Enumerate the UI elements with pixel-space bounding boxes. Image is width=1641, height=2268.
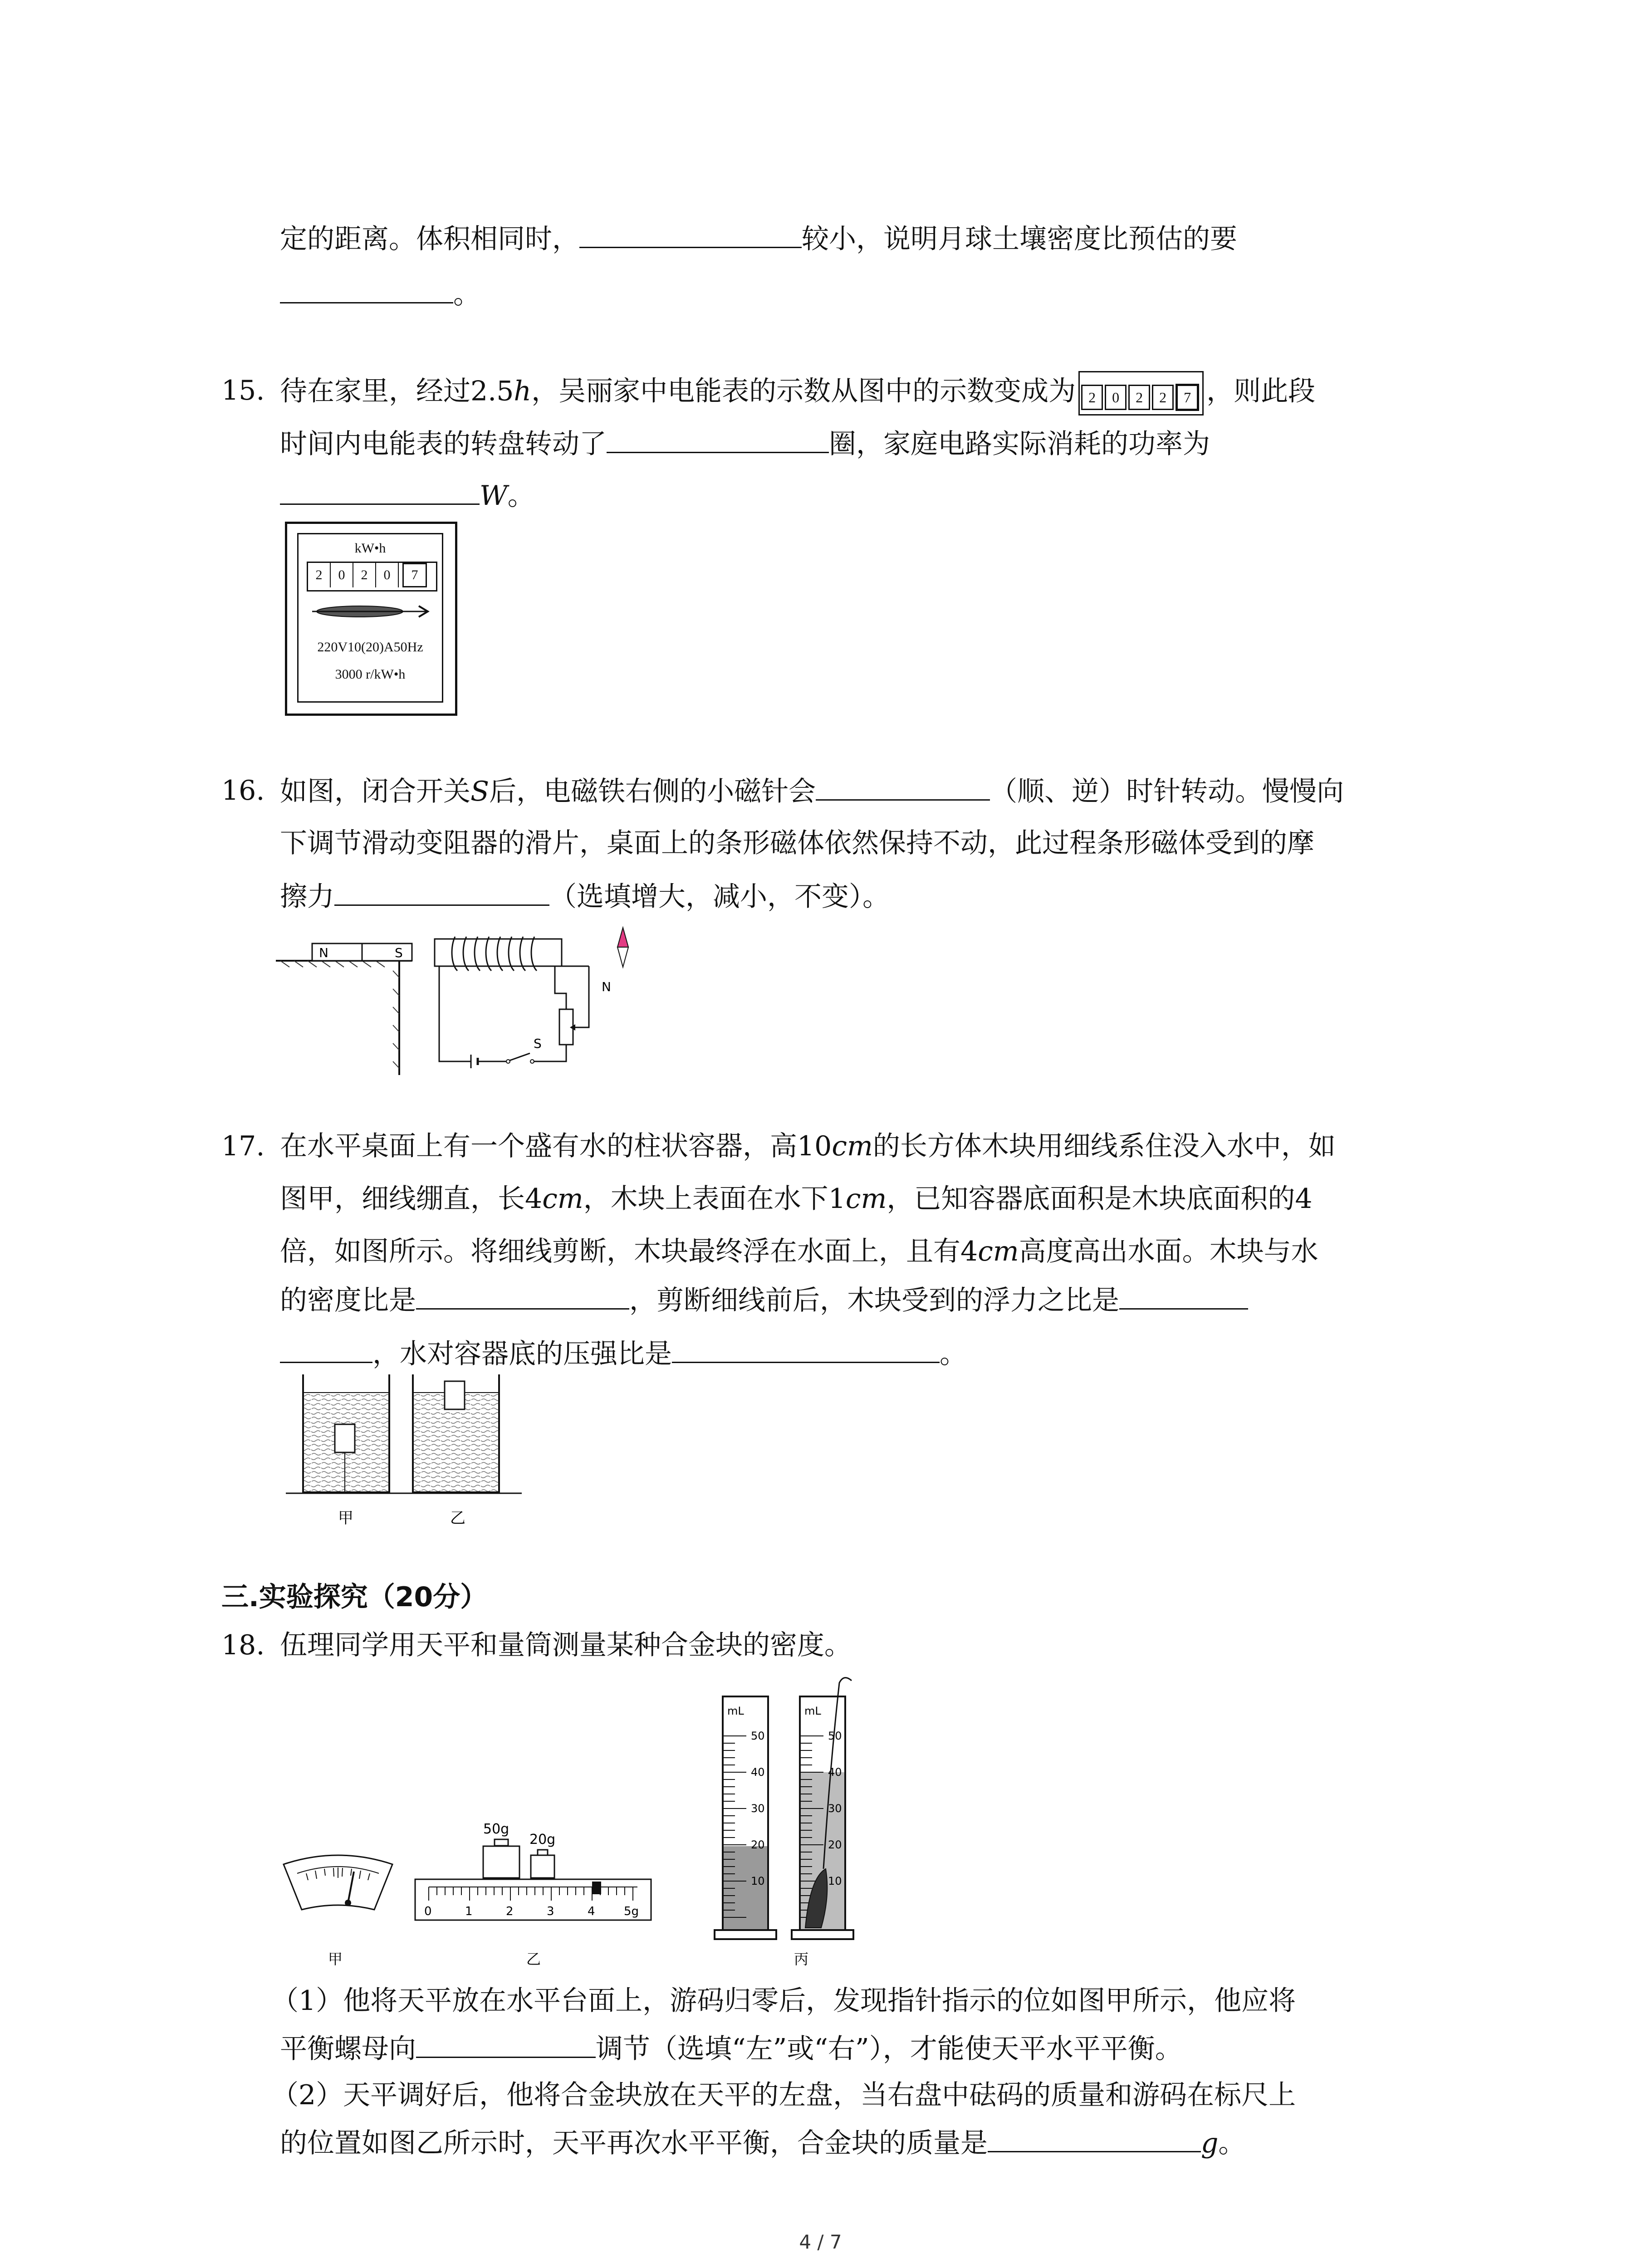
- cyl2-tick: 50: [828, 1730, 842, 1742]
- cyl2-tick: 10: [828, 1875, 842, 1887]
- q17-blank-1[interactable]: [416, 1280, 629, 1310]
- q15-number: 15.: [221, 375, 265, 406]
- cyl1-tick: 10: [751, 1875, 765, 1887]
- q16-blank-2[interactable]: [334, 876, 549, 906]
- cyl1-unit: mL: [727, 1705, 744, 1717]
- q17-line2: [280, 1179, 1313, 1218]
- q17-number: 17.: [221, 1130, 265, 1162]
- cyl1-tick: 30: [751, 1802, 765, 1815]
- q17-text-h: 的密度比是: [280, 1285, 416, 1316]
- q17-unit-a: cm: [832, 1130, 873, 1162]
- q18-blank-2[interactable]: [988, 2123, 1201, 2152]
- wood-block-yi: [445, 1381, 465, 1409]
- new-reading-digit: 2: [1152, 385, 1174, 410]
- q16-line1: [280, 771, 1344, 811]
- cyl2-tick: 20: [828, 1838, 842, 1851]
- section-title: 三.实验探究（20分）: [221, 1581, 488, 1613]
- meter-digit: 0: [331, 563, 353, 587]
- q14-end: 。: [453, 279, 480, 310]
- ruler-tick-label: 5g: [624, 1905, 639, 1918]
- meter-digit: 0: [376, 563, 399, 587]
- cyl1-tick: 20: [751, 1838, 765, 1851]
- table-hatching: [280, 961, 385, 967]
- q16-text-b: 后，电磁铁右侧的小磁针会: [489, 776, 816, 807]
- q17-val-d: 4: [1295, 1183, 1313, 1215]
- rheostat-slider: [575, 1016, 589, 1027]
- q15-line2: [280, 424, 1210, 464]
- meter-digit: 7: [402, 563, 427, 587]
- q16-text-d: 擦力: [280, 881, 334, 913]
- new-reading-digit: 7: [1176, 384, 1199, 411]
- q17-text-g: 高度高出水面。木块与水: [1019, 1236, 1318, 1267]
- ruler-tick-label: 2: [506, 1905, 514, 1918]
- beam-ruler: [415, 1879, 651, 1920]
- ruler-tick-label: 4: [588, 1905, 595, 1918]
- cyl2-tick: 40: [828, 1766, 842, 1779]
- q17-val-b: 4: [525, 1183, 543, 1215]
- q17-text-i: ，剪断细线前后，木块受到的浮力之比是: [629, 1285, 1119, 1316]
- q15-end: 。: [507, 480, 535, 512]
- q17-text-a: 在水平桌面上有一个盛有水的柱状容器，高: [280, 1130, 797, 1162]
- switch-blade: [509, 1053, 530, 1061]
- page-number: 4 / 7: [799, 2231, 842, 2253]
- new-reading-digit: 0: [1105, 385, 1127, 410]
- q15-line1: [280, 371, 1315, 415]
- q17-line1: [280, 1127, 1336, 1166]
- cylinder-2: [792, 1678, 853, 1968]
- q17-end: 。: [940, 1338, 967, 1370]
- new-reading-digit: 2: [1128, 385, 1150, 410]
- q15-new-reading: [1078, 371, 1204, 415]
- cyl1-tick: 50: [751, 1730, 765, 1742]
- q18-line1: 伍理同学用天平和量筒测量某种合金块的密度。: [280, 1629, 852, 1661]
- q15-time: 2.5: [470, 375, 514, 407]
- q14-blank-2[interactable]: [280, 274, 453, 303]
- q15-unit-h: h: [514, 375, 532, 407]
- energy-meter-figure: [285, 522, 457, 716]
- q17-unit-c: cm: [845, 1183, 887, 1215]
- q16-switch-s: S: [470, 776, 490, 807]
- meter-unit-label: kW•h: [354, 541, 386, 556]
- q17-line5: [280, 1334, 967, 1374]
- wood-block-jia: [335, 1424, 355, 1452]
- q17-blank-2b[interactable]: [280, 1334, 372, 1363]
- q17-val-e: 4: [960, 1236, 978, 1267]
- q17-line4: [280, 1280, 1248, 1320]
- ruler-tick-label: 0: [424, 1905, 432, 1918]
- q15-text-a: 待在家里，经过: [280, 375, 470, 407]
- circuit-wire-left: [439, 966, 471, 1061]
- q16-line3: [280, 876, 890, 916]
- cylinder-1: [715, 1696, 776, 1939]
- q18-p1-line1: （1）他将天平放在水平台面上，游码归零后，发现指针指示的位如图甲所示，他应将: [271, 1985, 1296, 2017]
- label-yi: 乙: [450, 1509, 465, 1527]
- weight-20g-label: 20g: [529, 1832, 556, 1848]
- q17-text-e: ，已知容器底面积是木块底面积的: [887, 1183, 1295, 1215]
- q15-text-c: ，则此段: [1206, 375, 1316, 407]
- meter-digit: 2: [353, 563, 376, 587]
- q15-blank-2[interactable]: [280, 475, 480, 505]
- q17-line3: [280, 1232, 1318, 1271]
- meter-digit: 2: [308, 563, 331, 587]
- meter-rev-label: 3000 r/kW•h: [335, 667, 406, 682]
- q16-number: 16.: [221, 775, 265, 807]
- q15-line3: [280, 475, 535, 515]
- new-reading-digit: 2: [1081, 385, 1103, 410]
- compass-needle-south: [617, 947, 628, 967]
- q14-line1: [280, 219, 1237, 259]
- compass-n-label: N: [602, 979, 611, 994]
- q15-text-d: 时间内电能表的转盘转动了: [280, 428, 607, 460]
- q15-unit-w: W: [480, 480, 508, 512]
- q18-number: 18.: [221, 1629, 265, 1661]
- q17-unit-e: cm: [978, 1236, 1019, 1267]
- meter-disc-arrow-icon: [308, 598, 435, 625]
- weight-20g: [531, 1855, 554, 1878]
- q17-text-b: 的长方体木块用细线系住没入水中，如: [872, 1130, 1336, 1162]
- q17-blank-2a[interactable]: [1119, 1280, 1248, 1310]
- electromagnet-figure: [276, 925, 639, 1080]
- q18-end: 。: [1218, 2127, 1246, 2159]
- q17-text-c: 图甲，细线绷直，长: [280, 1183, 525, 1215]
- energy-meter-panel: [297, 533, 443, 703]
- cyl1-tick: 40: [751, 1766, 765, 1779]
- meter-reading-box: [307, 562, 437, 591]
- q17-val-c: 1: [828, 1183, 846, 1215]
- cyl2-tick: 30: [828, 1802, 842, 1815]
- switch-label: S: [534, 1036, 542, 1051]
- ruler-tick-label: 3: [547, 1905, 554, 1918]
- q17-blank-3[interactable]: [672, 1334, 940, 1363]
- label-bing: 丙: [794, 1950, 809, 1968]
- buoyancy-figure: [281, 1370, 535, 1533]
- q18-text-b: 调节（选填“左”或“右”），才能使天平水平平衡。: [596, 2033, 1182, 2065]
- q16-text-c: （顺、逆）时针转动。慢慢向: [990, 776, 1344, 807]
- compass-needle-north: [617, 928, 628, 947]
- q18-text-a: 平衡螺母向: [280, 2033, 416, 2065]
- rider: [592, 1882, 601, 1894]
- q14-text-a: 定的距离。体积相同时，: [280, 223, 579, 255]
- meter-spec-label: 220V10(20)A50Hz: [317, 640, 423, 655]
- q17-val-a: 10: [797, 1130, 832, 1162]
- q17-text-d: ，木块上表面在水下: [583, 1183, 828, 1215]
- cyl2-unit: mL: [804, 1705, 821, 1717]
- label-yi: 乙: [526, 1950, 541, 1968]
- q18-blank-1[interactable]: [416, 2028, 596, 2058]
- q18-p2-line2: [280, 2123, 1245, 2163]
- q18-text-c: 的位置如图乙所示时，天平再次水平平衡，合金块的质量是: [280, 2127, 988, 2159]
- q16-blank-1[interactable]: [816, 771, 990, 801]
- q17-text-j: ，水对容器底的压强比是: [372, 1338, 672, 1370]
- weight-50g: [483, 1846, 519, 1878]
- bar-magnet-n: N: [319, 945, 328, 960]
- balance-cylinder-figure: [279, 1674, 941, 1973]
- q14-blank-1[interactable]: [579, 219, 802, 248]
- q18-p2-line1: （2）天平调好后，他将合金块放在天平的左盘，当右盘中砝码的质量和游码在标尺上: [271, 2079, 1296, 2111]
- q15-text-b: ，吴丽家中电能表的示数从图中的示数变成为: [531, 375, 1076, 407]
- q18-unit-g: g: [1201, 2127, 1219, 2159]
- bar-magnet-s: S: [395, 945, 403, 960]
- weight-50g-label: 50g: [483, 1821, 509, 1837]
- q15-blank-1[interactable]: [607, 424, 829, 453]
- label-jia: 甲: [338, 1509, 353, 1527]
- q17-unit-b: cm: [542, 1183, 583, 1215]
- q16-text-a: 如图，闭合开关: [280, 776, 470, 807]
- q14-text-b: 较小，说明月球土壤密度比预估的要: [802, 223, 1237, 255]
- q18-p1-line2: [280, 2028, 1182, 2068]
- q15-text-e: 圈，家庭电路实际消耗的功率为: [829, 428, 1210, 460]
- q16-text-e: （选填增大，减小，不变）。: [549, 881, 890, 913]
- ruler-tick-label: 1: [465, 1905, 473, 1918]
- q17-text-f: 倍，如图所示。将细线剪断，木块最终浮在水面上，且有: [280, 1236, 960, 1267]
- q14-line2: [280, 274, 480, 314]
- weights-ruler-yi: [415, 1821, 651, 1968]
- label-jia: 甲: [328, 1950, 343, 1968]
- q16-line2: 下调节滑动变阻器的滑片，桌面上的条形磁体依然保持不动，此过程条形磁体受到的摩: [280, 827, 1314, 859]
- balance-scale-jia: [284, 1855, 392, 1968]
